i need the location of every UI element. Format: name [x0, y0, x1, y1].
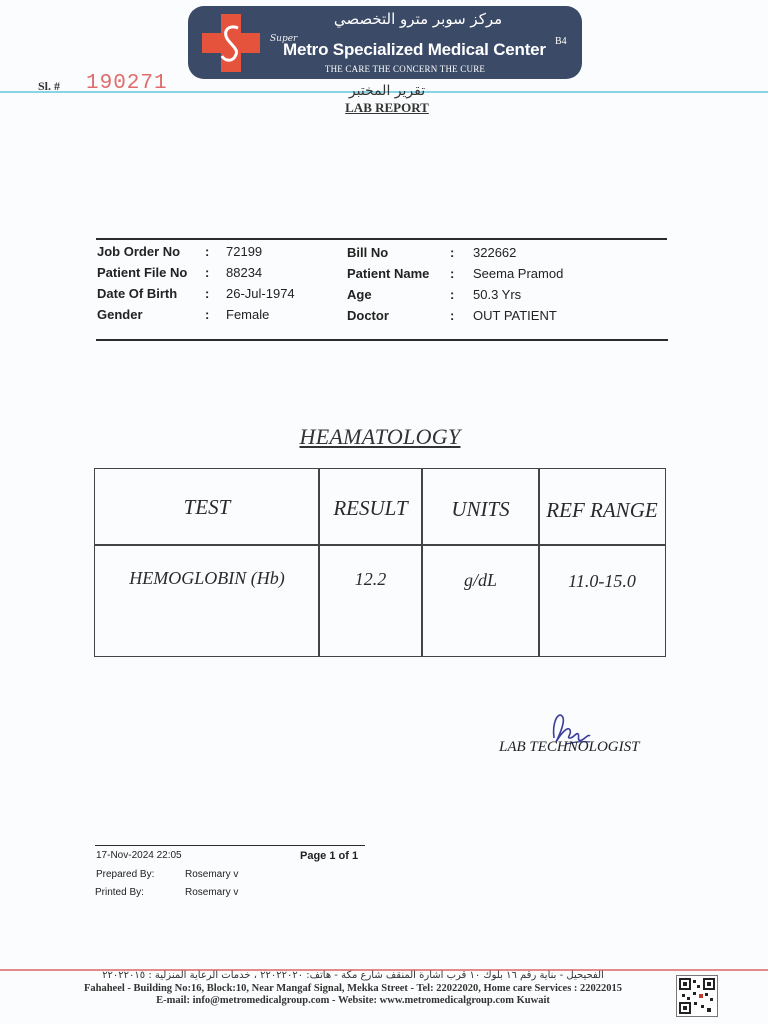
column-header-result: RESULT	[333, 496, 408, 520]
printed-by-label: Printed By:	[95, 887, 144, 898]
gender-label: Gender	[97, 307, 143, 322]
printed-by-value: Rosemary v	[185, 887, 239, 898]
medical-center-logo-icon	[198, 10, 264, 76]
column-header-units: UNITS	[451, 497, 510, 521]
address-arabic: الفحيحيل - بناية رقم ١٦ بلوك ١٠ قرب اشارة المنقف شارع مكة - هاتف: ٢٢٠٢٢٠٢٠ ، خدمات الرعاية المنزلية : ٢٢٠٢٢٠١٥	[102, 970, 604, 981]
patient-file-value: 88234	[226, 265, 263, 280]
page-number: Page 1 of 1	[300, 850, 359, 862]
patient-file-label: Patient File No	[97, 265, 188, 280]
report-title-arabic: تقرير المختبر	[348, 83, 426, 99]
table-divider	[538, 468, 540, 657]
dob-value: 26-Jul-1974	[226, 286, 295, 301]
info-colon: :	[205, 244, 210, 259]
info-colon: :	[450, 245, 455, 260]
serial-label: Sl. #	[38, 79, 61, 93]
info-colon: :	[450, 287, 455, 302]
dob-label: Date Of Birth	[97, 286, 178, 301]
info-colon: :	[450, 266, 455, 281]
cell-units: g/dL	[463, 570, 497, 590]
center-tagline: THE CARE THE CONCERN THE CURE	[324, 64, 486, 74]
patient-name-value: Seema Pramod	[473, 266, 564, 281]
cell-ref-range: 11.0-15.0	[568, 571, 636, 591]
info-colon: :	[205, 307, 210, 322]
info-colon: :	[205, 265, 210, 280]
address-english: Fahaheel - Building No:16, Block:10, Near Mangaf Signal, Mekka Street - Tel: 22022020, Home care Services : 22022015	[83, 983, 623, 994]
patient-name-label: Patient Name	[347, 266, 430, 281]
gender-value: Female	[226, 307, 270, 322]
serial-number: 190271	[86, 72, 168, 95]
prepared-by-label: Prepared By:	[96, 869, 155, 880]
branch-code: B4	[555, 36, 567, 47]
doctor-value: OUT PATIENT	[473, 308, 557, 323]
center-name-arabic: مركز سوبر مترو التخصصي	[333, 10, 503, 28]
column-header-ref-range: REF RANGE	[546, 498, 658, 522]
printed-datetime: 17-Nov-2024 22:05	[96, 850, 182, 861]
report-title: LAB REPORT	[345, 100, 429, 115]
age-label: Age	[347, 287, 372, 302]
footer-rule	[95, 845, 365, 846]
job-order-label: Job Order No	[97, 244, 181, 259]
info-top-rule	[96, 238, 667, 240]
center-name: Metro Specialized Medical Center	[283, 40, 546, 59]
column-header-test: TEST	[183, 495, 231, 519]
cell-result: 12.2	[354, 569, 387, 589]
section-title: HEAMATOLOGY	[299, 424, 461, 449]
bill-no-label: Bill No	[347, 245, 389, 260]
job-order-value: 72199	[226, 244, 263, 259]
bill-no-value: 322662	[473, 245, 517, 260]
age-value: 50.3 Yrs	[473, 287, 522, 302]
table-divider	[94, 544, 666, 546]
info-bottom-rule	[96, 339, 668, 341]
qr-code-icon	[676, 975, 718, 1017]
info-colon: :	[450, 308, 455, 323]
prepared-by-value: Rosemary v	[185, 869, 239, 880]
doctor-label: Doctor	[347, 308, 389, 323]
info-colon: :	[205, 286, 210, 301]
contact-line: E-mail: info@metromedicalgroup.com - Website: www.metromedicalgroup.com Kuwait	[156, 995, 550, 1006]
lab-technologist-label: LAB TECHNOLOGIST	[499, 739, 640, 755]
cell-test: HEMOGLOBIN (Hb)	[129, 568, 285, 588]
super-label: Super	[270, 34, 298, 44]
